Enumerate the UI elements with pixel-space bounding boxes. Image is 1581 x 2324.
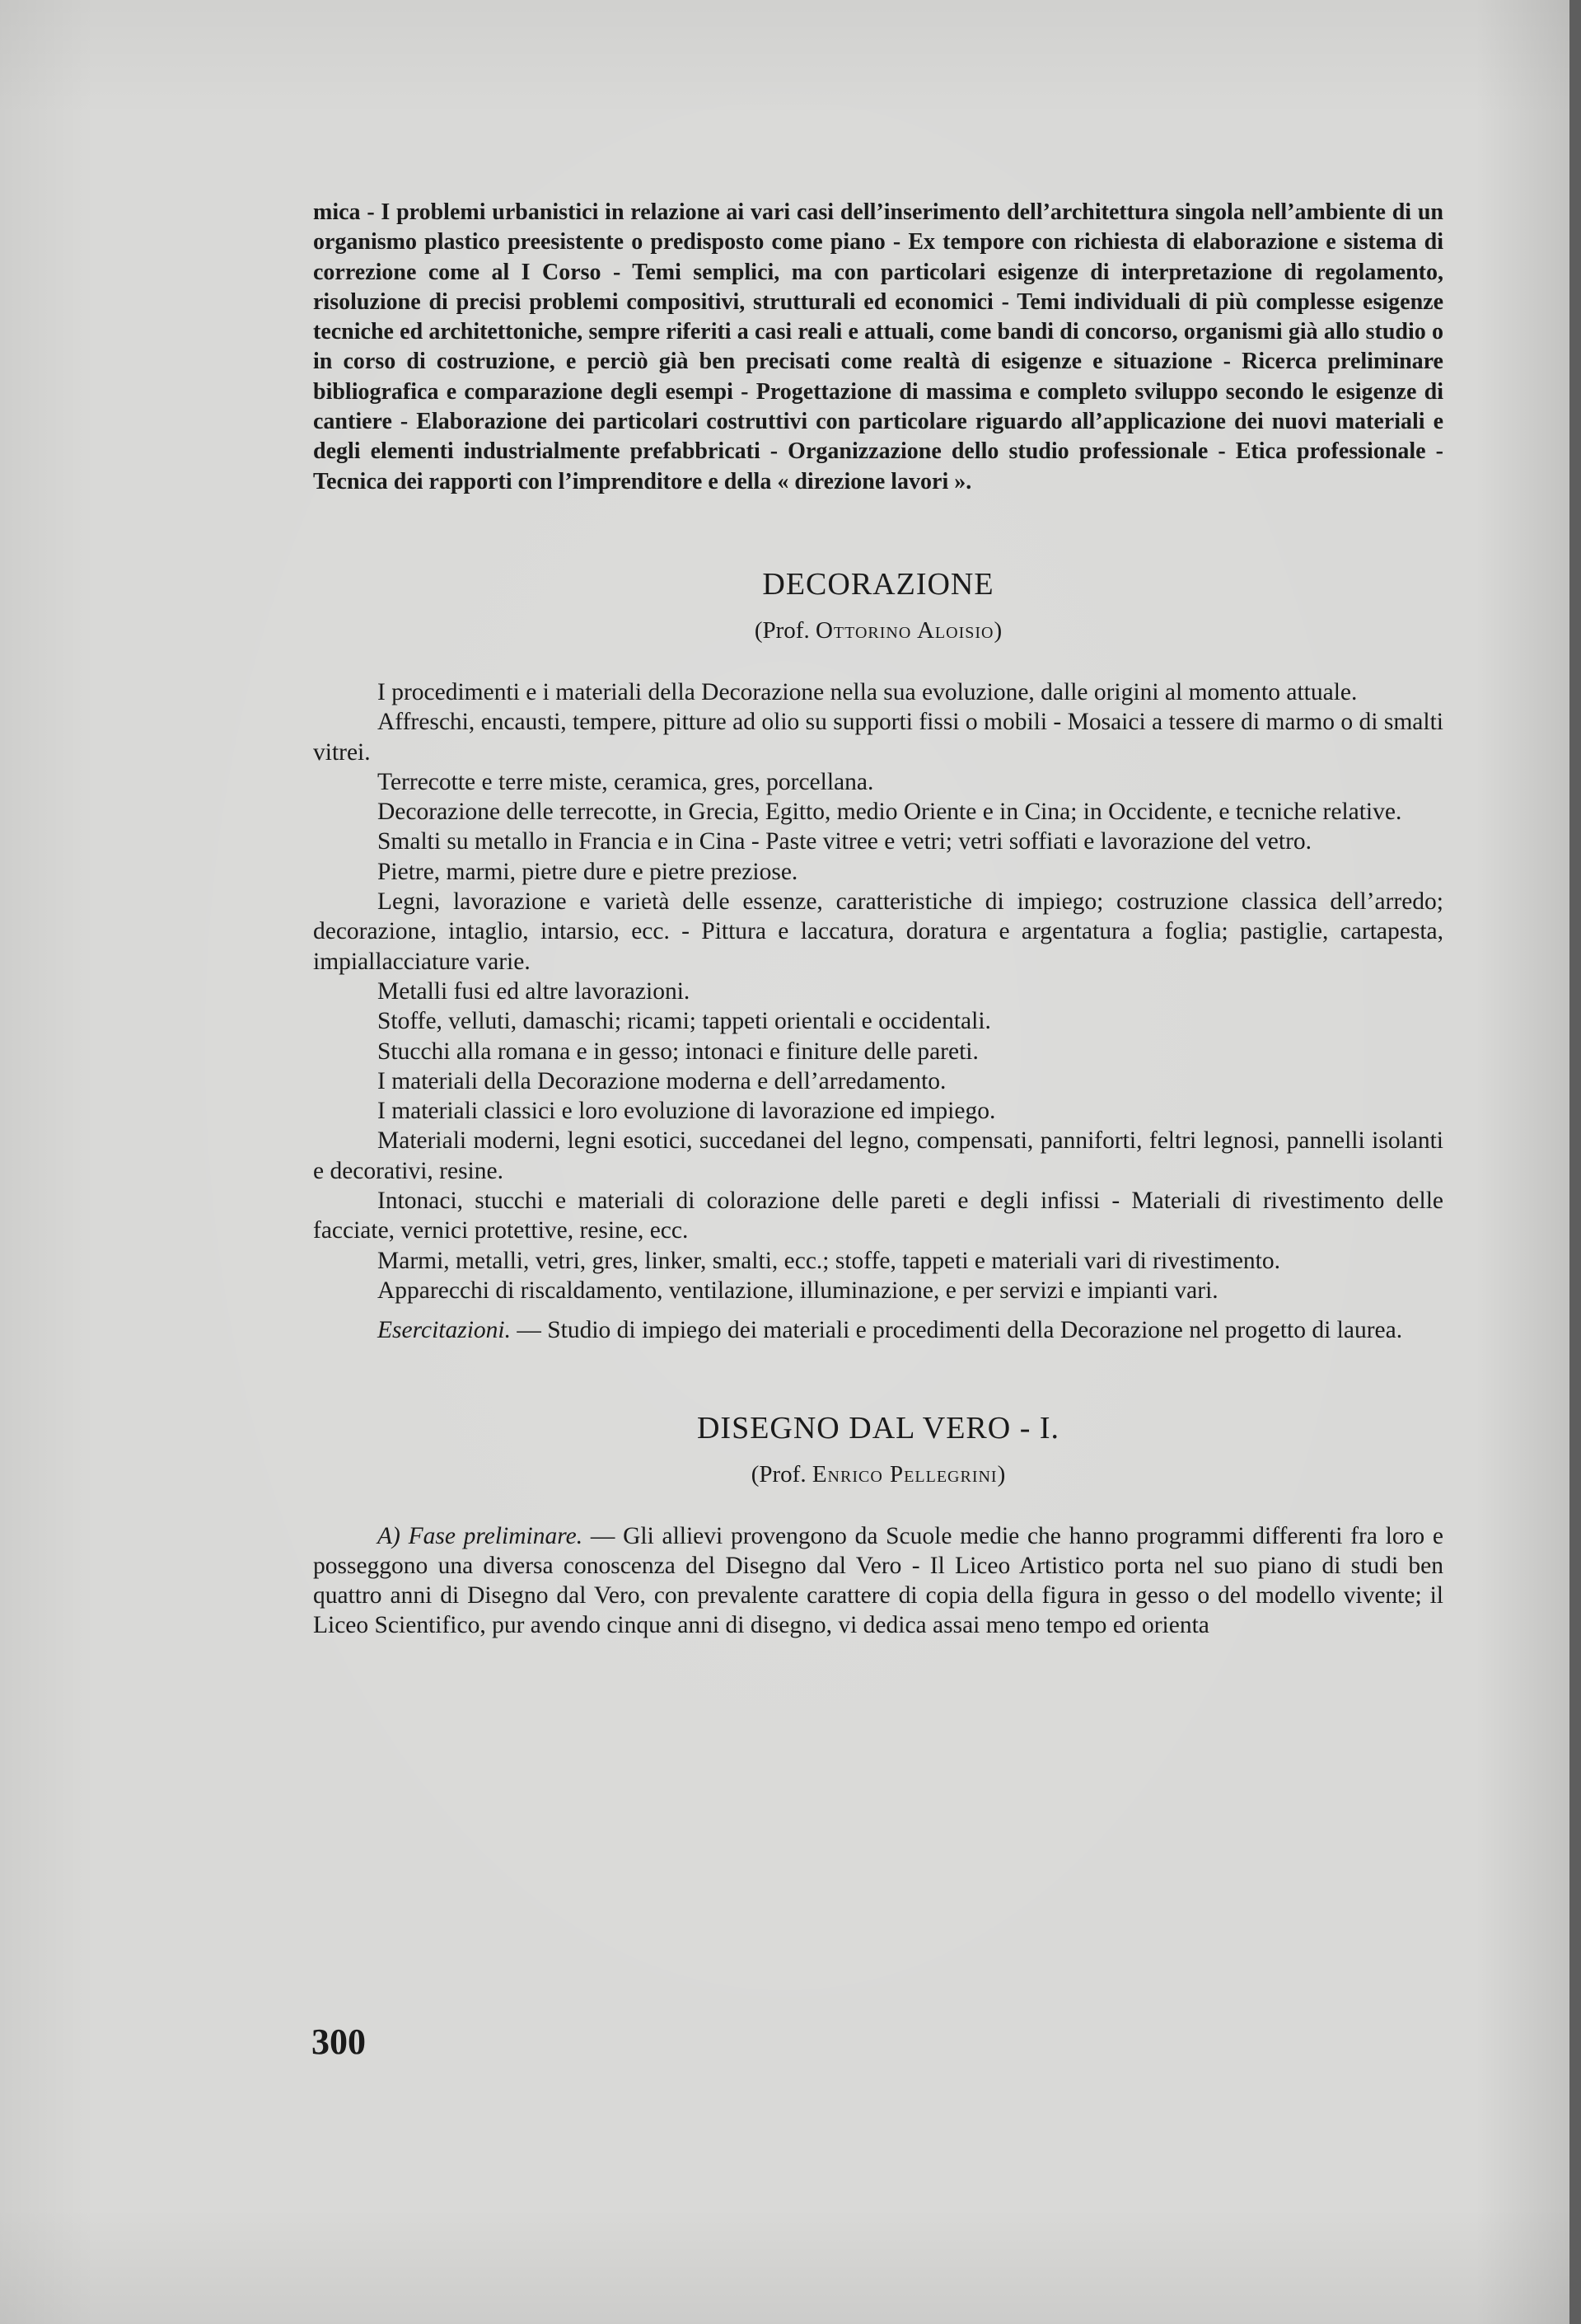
prof-prefix: (Prof. — [751, 1460, 807, 1488]
paragraph: Decorazione delle terrecotte, in Grecia, Egitto, medio Oriente e in Cina; in Occidente, e tecniche relative. — [377, 799, 1402, 826]
section-title-decorazione: DECORAZIONE — [762, 566, 994, 602]
paragraph: Affreschi, encausti, tempere, pitture ad olio su supporti fissi o mobili - Mosaici a tessere di marmo o di smalti vitrei. — [313, 709, 1443, 766]
section-title-disegno: DISEGNO DAL VERO - I. — [696, 1410, 1060, 1445]
professor-name: Enrico Pellegrini — [812, 1460, 998, 1488]
exercises-text: — Studio di impiego dei materiali e procedimenti della Decorazione nel progetto di laurea. — [510, 1317, 1403, 1344]
phase-paragraph — [313, 1521, 1443, 1641]
paragraph: Marmi, metalli, vetri, gres, linker, smalti, ecc.; stoffe, tappeti e materiali vari di rivestimento. — [377, 1247, 1280, 1274]
paragraph: I materiali della Decorazione moderna e dell’arredamento. — [377, 1067, 947, 1094]
paragraph: Legni, lavorazione e varietà delle essenze, caratteristiche di impiego; costruzione classica dell’arredo; decorazione, intaglio, intarsio, ecc. - Pittura e laccatura, doratura e argentatura a foglia; pastiglie, cartapesta, impiallacciature varie. — [313, 888, 1443, 975]
professor-name: Ottorino Aloisio — [815, 616, 994, 644]
paragraph: Intonaci, stucchi e materiali di colorazione delle pareti e degli infissi - Materiali di rivestimento delle facciate, vernici protettive, resine, ecc. — [313, 1188, 1443, 1244]
paragraph: Pietre, marmi, pietre dure e pietre preziose. — [377, 858, 798, 885]
intro-paragraph: mica - I problemi urbanistici in relazione ai vari casi dell’inserimento dell’architettura singola nell’ambiente di un organismo plastico preesistente o predisposto come piano - Ex tempore con richiesta di elaborazione e sistema di correzione come al I Corso - Temi semplici, ma con particolari esigenze di interpretazione di regolamento, risoluzione di precisi problemi compositivi, strutturali ed economici - Temi individuali di più complesse esigenze tecniche ed architettoniche, sempre riferiti a casi reali e attuali, come bandi di concorso, organismi già allo studio o in corso di costruzione, e perciò già ben precisati come realtà di esigenze e situazione - Ricerca preliminare bibliografica e comparazione degli esempi - Progettazione di massima e completo sviluppo secondo le esigenze di cantiere - Elaborazione dei particolari costruttivi con particolare riguardo all’applicazione dei nuovi materiali e degli elementi industrialmente prefabbricati - Organizzazione dello studio professionale - Etica professionale - Tecnica dei rapporti con l’imprenditore e della « direzione lavori ». — [313, 199, 1443, 494]
paragraph: Metalli fusi ed altre lavorazioni. — [377, 977, 690, 1005]
exercises-paragraph — [313, 1315, 1443, 1345]
paragraph: Apparecchi di riscaldamento, ventilazione, illuminazione, e per servizi e impianti vari. — [377, 1277, 1218, 1304]
decorazione-body — [313, 677, 1443, 1346]
prof-suffix: ) — [997, 1460, 1006, 1488]
paragraph: Materiali moderni, legni esotici, succedanei del legno, compensati, panniforti, feltri legnosi, pannelli isolanti e decorativi, resine. — [313, 1127, 1443, 1184]
paragraph: Terrecotte e terre miste, ceramica, gres, porcellana. — [377, 768, 874, 795]
exercises-label: Esercitazioni. — [377, 1317, 511, 1344]
phase-text: — Gli allievi provengono da Scuole medie che hanno programmi differenti fra loro e posseggono una diversa conoscenza del Disegno dal Vero - Il Liceo Artistico porta nel suo piano di studi ben quattro anni di Disegno dal Vero, con prevalente carattere di copia della figura in gesso o del modello vivente; il Liceo Scientifico, pur avendo cinque anni di disegno, vi dedica assai meno tempo ed orienta — [313, 1522, 1443, 1639]
phase-label: A) Fase preliminare. — [377, 1522, 583, 1549]
paragraph: Stoffe, velluti, damaschi; ricami; tappeti orientali e occidentali. — [377, 1008, 991, 1035]
page-edge-shadow — [1569, 0, 1581, 2324]
paragraph: Smalti su metallo in Francia e in Cina - Paste vitree e vetri; vetri soffiati e lavorazione del vetro. — [377, 828, 1312, 855]
paragraph: I procedimenti e i materiali della Decorazione nella sua evoluzione, dalle origini al momento attuale. — [377, 678, 1358, 705]
prof-suffix: ) — [994, 616, 1003, 644]
page-number: 300 — [311, 2022, 366, 2062]
professor-line-disegno — [313, 1461, 1443, 1488]
page-content — [313, 198, 1443, 1641]
paragraph: Stucchi alla romana e in gesso; intonaci e finiture delle pareti. — [377, 1038, 979, 1065]
professor-line-decorazione — [313, 617, 1443, 644]
paragraph: I materiali classici e loro evoluzione di lavorazione ed impiego. — [377, 1098, 996, 1125]
prof-prefix: (Prof. — [754, 616, 810, 644]
